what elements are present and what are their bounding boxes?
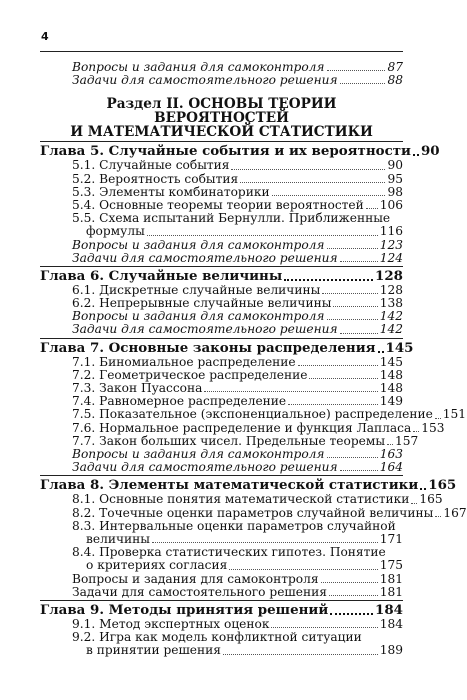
dot-leader xyxy=(204,391,377,392)
toc-entry-title: 7.5. Показательное (экспоненциальное) распределение xyxy=(72,407,433,422)
toc-entry-page: 123 xyxy=(379,237,403,252)
section-title-line: И МАТЕМАТИЧЕСКОЙ СТАТИСТИКИ xyxy=(70,124,373,141)
toc-entry-page: 157 xyxy=(395,433,419,448)
section-title-line: Раздел II. ОСНОВЫ ТЕОРИИ ВЕРОЯТНОСТЕЙ xyxy=(106,96,337,127)
dot-leader xyxy=(411,503,417,504)
toc-entry-page: 184 xyxy=(379,616,403,631)
dot-leader xyxy=(333,306,377,307)
chapter-heading[interactable] xyxy=(40,143,440,160)
dot-leader xyxy=(329,595,378,596)
toc-entry-title: Задачи для самостоятельного решения xyxy=(72,584,327,599)
toc-entry-title: 8.2. Точечные оценки параметров случайной величины xyxy=(72,505,434,520)
toc-entry[interactable] xyxy=(40,173,403,186)
toc-entry-title: Вопросы и задания для самоконтроля xyxy=(72,446,325,461)
toc-entry-page: 164 xyxy=(379,460,403,475)
toc-entry-page: 116 xyxy=(379,224,403,239)
toc-entry-page: 167 xyxy=(443,505,467,520)
toc-entry-page: 142 xyxy=(379,309,403,324)
dot-leader xyxy=(435,516,441,517)
toc-entry[interactable] xyxy=(40,356,403,369)
toc-entry-page: 106 xyxy=(379,197,403,212)
chapter-heading[interactable] xyxy=(40,269,403,284)
toc-entry-title-cont: формулы xyxy=(86,224,145,239)
toc-entry-title: Задачи для самостоятельного решения xyxy=(72,322,338,337)
toc-entry-title: 8.3. Интервальные оценки параметров случайной xyxy=(72,518,396,533)
toc-entry[interactable] xyxy=(40,505,467,520)
chapter-title: Глава 6. Случайные величины xyxy=(40,267,283,284)
header-rule xyxy=(40,51,403,52)
divider xyxy=(40,266,403,267)
toc-entry-title: 7.2. Геометрическое распределение xyxy=(72,367,308,382)
chapter-page: 165 xyxy=(428,477,457,494)
dot-leader xyxy=(327,319,378,320)
toc-entry-page: 142 xyxy=(379,322,403,337)
dot-leader xyxy=(240,182,385,183)
dot-leader xyxy=(340,261,378,262)
dot-leader xyxy=(413,154,419,156)
dot-leader xyxy=(322,293,377,294)
chapter-page: 128 xyxy=(375,267,403,284)
divider xyxy=(40,141,403,142)
dot-leader xyxy=(327,248,378,249)
toc-entry-title: 5.3. Элементы комбинаторики xyxy=(72,184,270,199)
toc-entry-page: 181 xyxy=(379,584,403,599)
chapter-page: 145 xyxy=(385,339,414,356)
toc-entry[interactable] xyxy=(40,186,403,199)
toc-entry-title: 8.4. Проверка статистических гипотез. Понятие xyxy=(72,545,386,560)
dot-leader xyxy=(327,457,378,458)
dot-leader xyxy=(271,627,377,628)
toc-entry-page: 148 xyxy=(379,367,403,382)
table-of-contents xyxy=(40,59,467,658)
toc-entry-page: 163 xyxy=(379,446,403,461)
toc-entry-title: Задачи для самостоятельного решения xyxy=(72,460,338,475)
dot-leader xyxy=(340,333,378,334)
toc-entry[interactable] xyxy=(40,631,403,657)
dot-leader xyxy=(309,378,377,379)
dot-leader xyxy=(387,444,393,445)
toc-entry[interactable] xyxy=(40,252,403,265)
toc-entry[interactable] xyxy=(40,74,403,87)
toc-entry-title: Вопросы и задания для самоконтроля xyxy=(72,237,325,252)
toc-entry-title: 5.1. Случайные события xyxy=(72,158,230,173)
toc-entry-title-cont: в принятии решения xyxy=(86,643,221,658)
dot-leader xyxy=(435,418,441,419)
toc-entry-title: 7.1. Биномиальное распределение xyxy=(72,354,296,369)
page-number: 4 xyxy=(41,30,49,43)
dot-leader xyxy=(223,654,378,655)
toc-entry-page: 95 xyxy=(387,171,403,186)
toc-entry[interactable] xyxy=(40,420,445,435)
dot-leader xyxy=(413,431,419,432)
toc-entry[interactable] xyxy=(40,586,403,599)
dot-leader xyxy=(378,351,384,353)
toc-entry-title: Задачи для самостоятельного решения xyxy=(72,250,338,265)
toc-entry-page: 189 xyxy=(379,643,403,658)
dot-leader xyxy=(321,582,378,583)
toc-entry-title-cont: о критериях согласия xyxy=(86,558,228,573)
toc-entry-page: 181 xyxy=(379,571,403,586)
toc-entry-page: 88 xyxy=(387,73,403,88)
dot-leader xyxy=(330,613,373,615)
toc-entry-title: 6.1. Дискретные случайные величины xyxy=(72,282,321,297)
chapter-heading[interactable] xyxy=(40,603,403,618)
toc-entry[interactable] xyxy=(40,461,403,474)
toc-entry-page: 90 xyxy=(387,158,403,173)
toc-entry-title: 7.7. Закон больших чисел. Предельные теоремы xyxy=(72,433,386,448)
divider xyxy=(40,600,403,601)
dot-leader xyxy=(366,208,378,209)
toc-entry[interactable] xyxy=(40,546,403,572)
toc-entry-page: 98 xyxy=(387,184,403,199)
toc-entry[interactable] xyxy=(40,239,403,252)
toc-entry-title: 7.3. Закон Пуассона xyxy=(72,381,203,396)
section-title xyxy=(40,97,403,139)
toc-entry-page: 124 xyxy=(379,250,403,265)
toc-entry-title: 9.2. Игра как модель конфликтной ситуации xyxy=(72,630,362,645)
toc-entry[interactable] xyxy=(40,433,419,448)
dot-leader xyxy=(284,279,373,281)
chapter-title: Глава 7. Основные законы распределения xyxy=(40,339,376,356)
divider xyxy=(40,338,403,339)
dot-leader xyxy=(152,542,378,543)
toc-entry-page: 138 xyxy=(379,296,403,311)
toc-entry-page: 165 xyxy=(419,492,443,507)
toc-entry[interactable] xyxy=(40,492,443,507)
toc-entry[interactable] xyxy=(40,212,403,238)
toc-entry-title: 8.1. Основные понятия математической статистики xyxy=(72,492,410,507)
toc-entry-title: Задачи для самостоятельного решения xyxy=(72,73,338,88)
toc-entry-page: 175 xyxy=(379,558,403,573)
toc-entry-title-cont: величины xyxy=(86,531,150,546)
toc-entry-title: 6.2. Непрерывные случайные величины xyxy=(72,296,332,311)
toc-entry-page: 149 xyxy=(379,394,403,409)
divider xyxy=(40,475,403,476)
dot-leader xyxy=(340,470,378,471)
chapter-title: Глава 8. Элементы математической статистики xyxy=(40,477,419,494)
toc-entry[interactable] xyxy=(40,323,403,336)
chapter-heading[interactable] xyxy=(40,477,457,494)
toc-entry[interactable] xyxy=(40,407,467,422)
toc-entry-page: 87 xyxy=(387,59,403,74)
toc-entry-title: 7.4. Равномерное распределение xyxy=(72,394,287,409)
dot-leader xyxy=(420,488,426,490)
toc-entry-title: Вопросы и задания для самоконтроля xyxy=(72,309,325,324)
dot-leader xyxy=(147,235,378,236)
toc-entry[interactable] xyxy=(40,520,403,546)
toc-entry-page: 151 xyxy=(442,407,467,422)
toc-entry-title: 9.1. Метод экспертных оценок xyxy=(72,616,270,631)
toc-entry[interactable] xyxy=(40,573,403,586)
dot-leader xyxy=(231,169,385,170)
toc-entry-page: 153 xyxy=(421,420,445,435)
toc-entry-page: 128 xyxy=(379,282,403,297)
dot-leader xyxy=(229,569,377,570)
toc-entry-title: 5.5. Схема испытаний Бернулли. Приближенные xyxy=(72,211,391,226)
dot-leader xyxy=(327,70,386,71)
dot-leader xyxy=(298,365,378,366)
toc-entry-title: 5.2. Вероятность события xyxy=(72,171,239,186)
toc-entry-page: 148 xyxy=(379,381,403,396)
toc-entry-page: 145 xyxy=(379,354,403,369)
chapter-heading[interactable] xyxy=(40,339,414,356)
chapter-page: 184 xyxy=(375,601,403,618)
toc-entry-title: Вопросы и задания для самоконтроля xyxy=(72,59,325,74)
chapter-page: 90 xyxy=(420,143,440,160)
chapter-title: Глава 5. Случайные события и их вероятности xyxy=(40,143,411,160)
chapter-title: Глава 9. Методы принятия решений xyxy=(40,601,329,618)
toc-entry-title: Вопросы и задания для самоконтроля xyxy=(72,571,319,586)
dot-leader xyxy=(288,404,378,405)
toc-entry-title: 7.6. Нормальное распределение и функция Лапласа xyxy=(72,420,412,435)
dot-leader xyxy=(340,83,386,84)
toc-entry-page: 171 xyxy=(379,531,403,546)
toc-entry[interactable] xyxy=(40,159,403,172)
toc-entry-title: 5.4. Основные теоремы теории вероятностей xyxy=(72,197,364,212)
dot-leader xyxy=(272,195,386,196)
